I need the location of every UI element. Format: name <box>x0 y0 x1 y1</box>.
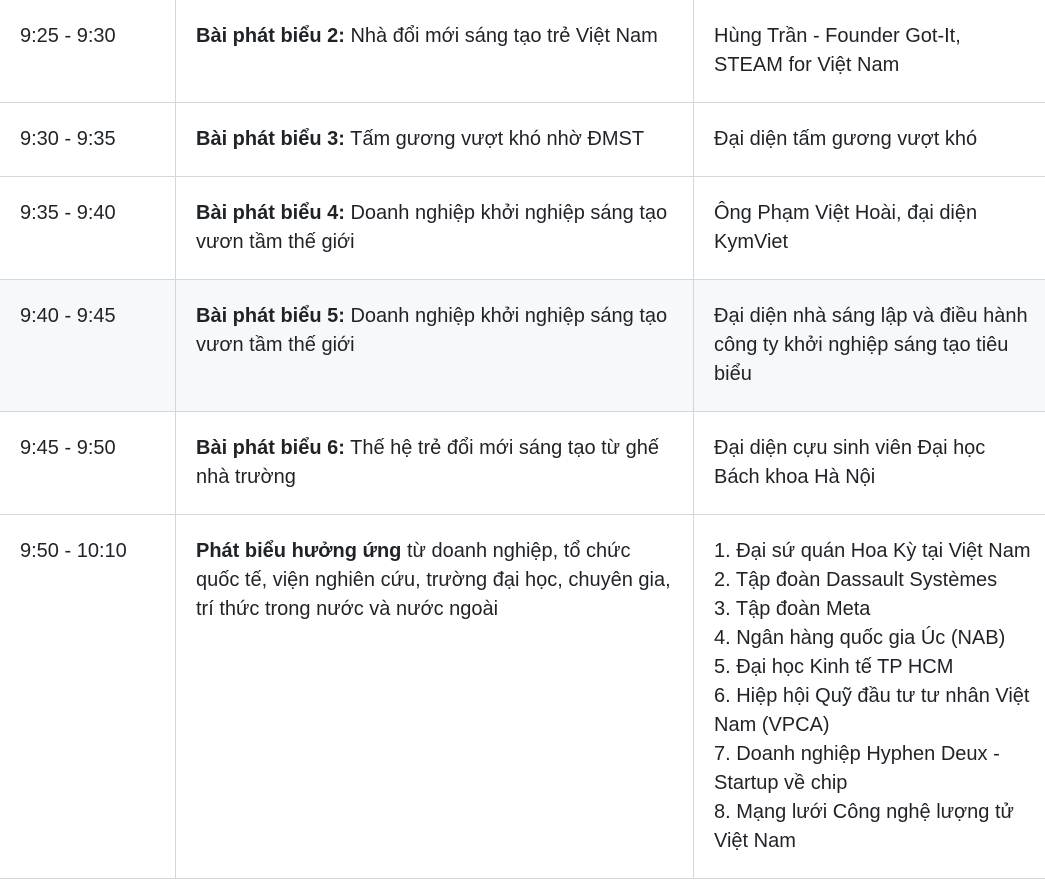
table-row <box>0 515 1045 879</box>
table-row <box>0 280 1045 412</box>
speaker-list-item: 3. Tập đoàn Meta <box>714 598 871 620</box>
table-row <box>0 0 1045 103</box>
time-text: 9:25 - 9:30 <box>20 25 116 47</box>
time-cell <box>0 412 176 515</box>
time-text: 9:50 - 10:10 <box>20 540 127 562</box>
speaker-text: Đại diện nhà sáng lập và điều hành công ty khởi nghiệp sáng tạo tiêu biểu <box>714 305 1028 385</box>
speaker-cell <box>694 0 1045 103</box>
table-row <box>0 177 1045 280</box>
time-cell <box>0 103 176 177</box>
topic-label: Bài phát biểu 2: <box>196 25 345 47</box>
speaker-list-item: 2. Tập đoàn Dassault Systèmes <box>714 569 998 591</box>
time-text: 9:30 - 9:35 <box>20 128 116 150</box>
topic-cell <box>176 103 694 177</box>
table-row <box>0 103 1045 177</box>
speaker-text: Ông Phạm Việt Hoài, đại diện KymViet <box>714 202 978 253</box>
topic-label: Bài phát biểu 5: <box>196 305 345 327</box>
topic-cell <box>176 0 694 103</box>
speaker-list-item: 4. Ngân hàng quốc gia Úc (NAB) <box>714 627 1006 649</box>
topic-label: Bài phát biểu 3: <box>196 128 345 150</box>
topic-cell <box>176 412 694 515</box>
speaker-list-cell <box>694 515 1045 879</box>
time-cell <box>0 515 176 879</box>
table-row <box>0 412 1045 515</box>
time-text: 9:35 - 9:40 <box>20 202 116 224</box>
time-cell <box>0 177 176 280</box>
topic-text: Thế hệ trẻ đổi mới sáng tạo từ ghế nhà trường <box>196 437 659 488</box>
speaker-list-item: 6. Hiệp hội Quỹ đầu tư tư nhân Việt Nam (VPCA) <box>714 685 1030 736</box>
speaker-cell <box>694 103 1045 177</box>
topic-label: Bài phát biểu 6: <box>196 437 345 459</box>
topic-label: Bài phát biểu 4: <box>196 202 345 224</box>
speaker-cell <box>694 177 1045 280</box>
topic-label: Phát biểu hưởng ứng <box>196 540 402 562</box>
topic-cell <box>176 515 694 879</box>
speaker-list-item: 5. Đại học Kinh tế TP HCM <box>714 656 954 678</box>
topic-text: từ doanh nghiệp, tổ chức quốc tế, viện nghiên cứu, trường đại học, chuyên gia, trí thức trong nước và nước ngoài <box>196 540 671 620</box>
topic-text: Doanh nghiệp khởi nghiệp sáng tạo vươn tầm thế giới <box>196 202 668 253</box>
speaker-text: Đại diện cựu sinh viên Đại học Bách khoa Hà Nội <box>714 437 986 488</box>
speaker-list-item: 8. Mạng lưới Công nghệ lượng tử Việt Nam <box>714 801 1014 852</box>
time-cell <box>0 0 176 103</box>
topic-cell <box>176 177 694 280</box>
time-cell <box>0 280 176 412</box>
speaker-list-item: 1. Đại sứ quán Hoa Kỳ tại Việt Nam <box>714 540 1031 562</box>
topic-text: Doanh nghiệp khởi nghiệp sáng tạo vươn tầm thế giới <box>196 305 668 356</box>
time-text: 9:40 - 9:45 <box>20 305 116 327</box>
speaker-cell <box>694 412 1045 515</box>
speaker-text: Đại diện tấm gương vượt khó <box>714 128 978 150</box>
speaker-text: Hùng Trần - Founder Got-It, STEAM for Việt Nam <box>714 25 961 76</box>
speaker-list-item: 7. Doanh nghiệp Hyphen Deux - Startup về chip <box>714 743 1000 794</box>
speaker-cell <box>694 280 1045 412</box>
time-text: 9:45 - 9:50 <box>20 437 116 459</box>
topic-text: Nhà đổi mới sáng tạo trẻ Việt Nam <box>344 25 658 47</box>
topic-text: Tấm gương vượt khó nhờ ĐMST <box>344 128 645 150</box>
topic-cell <box>176 280 694 412</box>
